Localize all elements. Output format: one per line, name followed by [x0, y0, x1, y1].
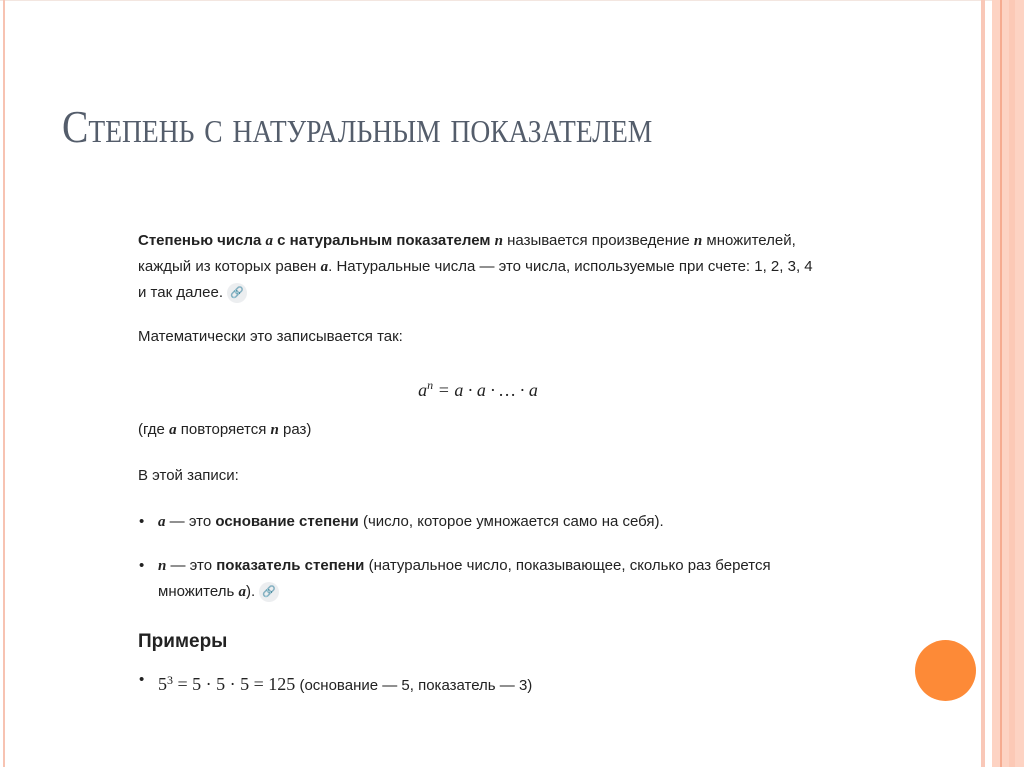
math-a: a: [265, 233, 273, 249]
slide-content: [138, 228, 818, 699]
examples-list: [138, 667, 818, 699]
link-icon[interactable]: 🔗: [259, 582, 279, 602]
list-item: [158, 553, 818, 605]
math-intro: Математически это записывается так:: [138, 328, 403, 345]
bold-text: основание степени: [215, 513, 359, 530]
math-a: a: [238, 584, 246, 600]
text: множителей, каждый из которых равен: [138, 232, 796, 275]
text: повторяется: [176, 421, 271, 438]
math-n: n: [494, 233, 503, 249]
formula-exp: n: [427, 378, 434, 392]
text: раз): [278, 421, 312, 438]
example-expr: = 5 · 5 · 5 = 125: [173, 674, 296, 694]
example-note: (основание — 5, показатель — 3): [295, 677, 533, 694]
math-n: n: [270, 422, 279, 438]
math-n: n: [158, 558, 167, 574]
text: (натуральное число, показывающее, сколько раз берется множитель: [158, 557, 771, 600]
list-item: [158, 667, 818, 699]
example-exp: 3: [167, 673, 173, 687]
example-base: 5: [158, 674, 167, 694]
top-border: [0, 0, 1024, 1]
formula: [138, 372, 818, 403]
text: ).: [245, 583, 256, 600]
formula-base: a: [418, 380, 428, 400]
text: . Натуральные числа — это числа, используемые при счете: 1, 2, 3, 4 и так далее.: [138, 258, 813, 301]
text: — это: [165, 513, 216, 530]
slide-title: Степень с натуральным показателем: [62, 101, 653, 152]
decor-stripe: [992, 0, 1024, 767]
decor-stripe: [1000, 0, 1002, 767]
link-icon[interactable]: 🔗: [227, 283, 247, 303]
text: — это: [166, 557, 217, 574]
examples-heading: Примеры: [138, 631, 228, 652]
notation-list: [138, 509, 818, 605]
left-border: [3, 0, 5, 767]
math-a: a: [169, 422, 177, 438]
bold-text: показатель степени: [216, 557, 365, 574]
decor-stripe: [1009, 0, 1015, 767]
math-a: a: [158, 514, 166, 530]
list-item: [158, 509, 818, 535]
decor-stripe: [981, 0, 985, 767]
definition-paragraph: [138, 228, 818, 306]
math-a: a: [320, 259, 329, 275]
text: называется произведение: [502, 232, 694, 249]
notation-intro: В этой записи:: [138, 467, 239, 484]
bold-text: Степенью числа: [138, 232, 266, 249]
decor-circle: [915, 640, 976, 701]
bold-text: с натуральным показателем: [273, 232, 495, 249]
text: (число, которое умножается само на себя).: [358, 513, 664, 530]
math-n: n: [693, 233, 703, 249]
where-note: [138, 417, 818, 443]
text: (где: [138, 421, 170, 438]
formula-rhs: = a · a · … · a: [433, 380, 538, 400]
